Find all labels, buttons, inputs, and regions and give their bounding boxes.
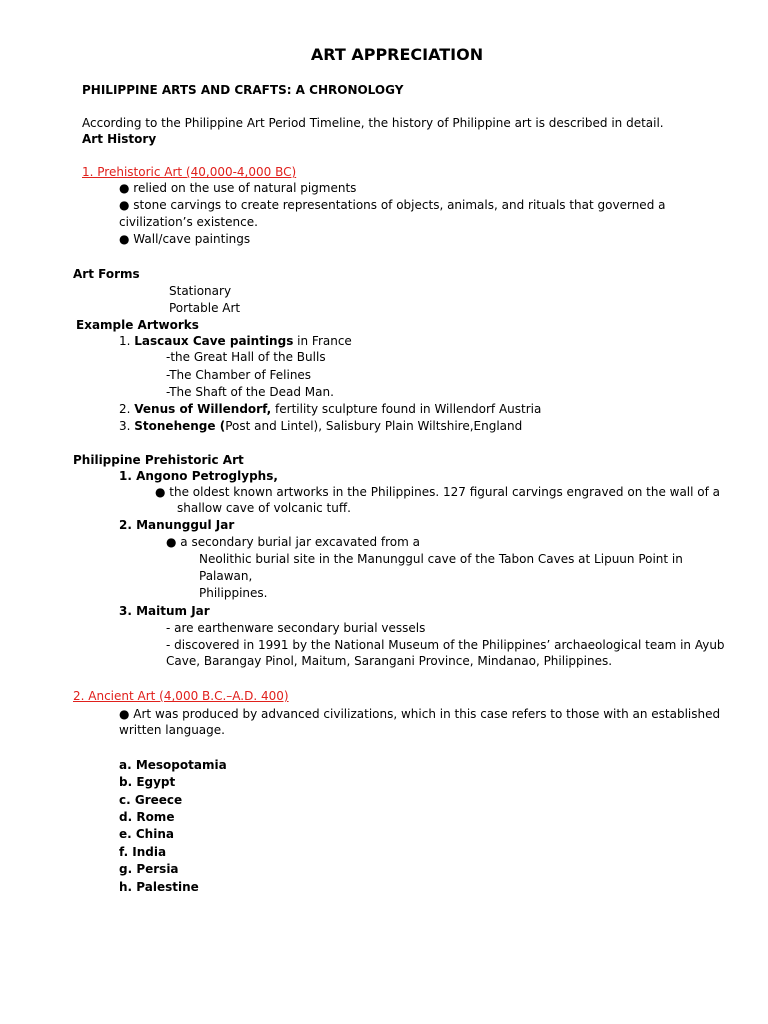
manunggul-detail: Palawan,	[199, 569, 253, 583]
philippine-prehistoric-label: Philippine Prehistoric Art	[73, 453, 244, 467]
manunggul-bullet: ● a secondary burial jar excavated from a	[166, 535, 420, 549]
art-forms-label: Art Forms	[73, 267, 140, 281]
art-form-item: Stationary	[169, 284, 232, 298]
prehistoric-bullet: ● stone carvings to create representations of objects, animals, and rituals that governed a	[119, 198, 666, 212]
manunggul-detail: Neolithic burial site in the Manunggul cave of the Tabon Caves at Lipuun Point in	[199, 552, 683, 566]
prehistoric-bullet: ● relied on the use of natural pigments	[119, 181, 357, 195]
art-history-label: Art History	[82, 132, 157, 146]
artwork-name: Lascaux Cave paintings	[134, 334, 294, 348]
artwork-detail: fertility sculpture found in Willendorf Austria	[271, 402, 542, 416]
civilization-item: c. Greece	[119, 793, 183, 807]
manunggul-heading: 2. Manunggul Jar	[119, 518, 235, 532]
prehistoric-art-heading: 1. Prehistoric Art (40,000-4,000 BC)	[82, 165, 297, 179]
lascaux-sub-item: -The Chamber of Felines	[166, 368, 312, 382]
artwork-lascaux	[119, 334, 352, 349]
page-title: ART APPRECIATION	[310, 45, 484, 64]
artwork-venus	[119, 402, 541, 417]
maitum-detail: - discovered in 1991 by the National Museum of the Philippines’ archaeological team in Ayub	[166, 638, 725, 652]
prehistoric-bullet-continued: civilization’s existence.	[119, 215, 258, 229]
lascaux-sub-item: -the Great Hall of the Bulls	[166, 350, 326, 364]
example-artworks-label: Example Artworks	[76, 318, 199, 332]
list-number: 3.	[119, 419, 135, 433]
document-subtitle: PHILIPPINE ARTS AND CRAFTS: A CHRONOLOGY	[82, 83, 404, 97]
artwork-detail: in France	[293, 334, 352, 348]
ancient-bullet-continued: written language.	[119, 723, 225, 737]
art-form-item: Portable Art	[169, 301, 241, 315]
list-number: 1.	[119, 334, 135, 348]
artwork-stonehenge	[119, 419, 522, 434]
civilization-item: a. Mesopotamia	[119, 758, 227, 772]
ancient-art-heading: 2. Ancient Art (4,000 B.C.–A.D. 400)	[73, 689, 289, 703]
ancient-bullet: ● Art was produced by advanced civilizations, which in this case refers to those with an established	[119, 707, 721, 721]
angono-bullet-continued: shallow cave of volcanic tuff.	[177, 501, 351, 515]
angono-heading: 1. Angono Petroglyphs,	[119, 469, 278, 483]
civilization-item: g. Persia	[119, 862, 179, 876]
civilization-item: f. India	[119, 845, 167, 859]
maitum-detail-continued: Cave, Barangay Pinol, Maitum, Sarangani Province, Mindanao, Philippines.	[166, 654, 613, 668]
angono-bullet: ● the oldest known artworks in the Philippines. 127 figural carvings engraved on the wall of a	[155, 485, 721, 499]
manunggul-detail: Philippines.	[199, 586, 268, 600]
artwork-name: Venus of Willendorf,	[134, 402, 272, 416]
civilization-item: d. Rome	[119, 810, 175, 824]
intro-paragraph: According to the Philippine Art Period Timeline, the history of Philippine art is described in detail.	[82, 116, 664, 130]
civilization-item: h. Palestine	[119, 880, 199, 894]
civilization-item: b. Egypt	[119, 775, 176, 789]
lascaux-sub-item: -The Shaft of the Dead Man.	[166, 385, 334, 399]
prehistoric-bullet: ● Wall/cave paintings	[119, 232, 251, 246]
civilization-item: e. China	[119, 827, 174, 841]
artwork-name: Stonehenge (	[134, 419, 226, 433]
artwork-detail: Post and Lintel), Salisbury Plain Wiltshire,England	[225, 419, 523, 433]
maitum-heading: 3. Maitum Jar	[119, 604, 210, 618]
maitum-detail: - are earthenware secondary burial vessels	[166, 621, 426, 635]
list-number: 2.	[119, 402, 135, 416]
